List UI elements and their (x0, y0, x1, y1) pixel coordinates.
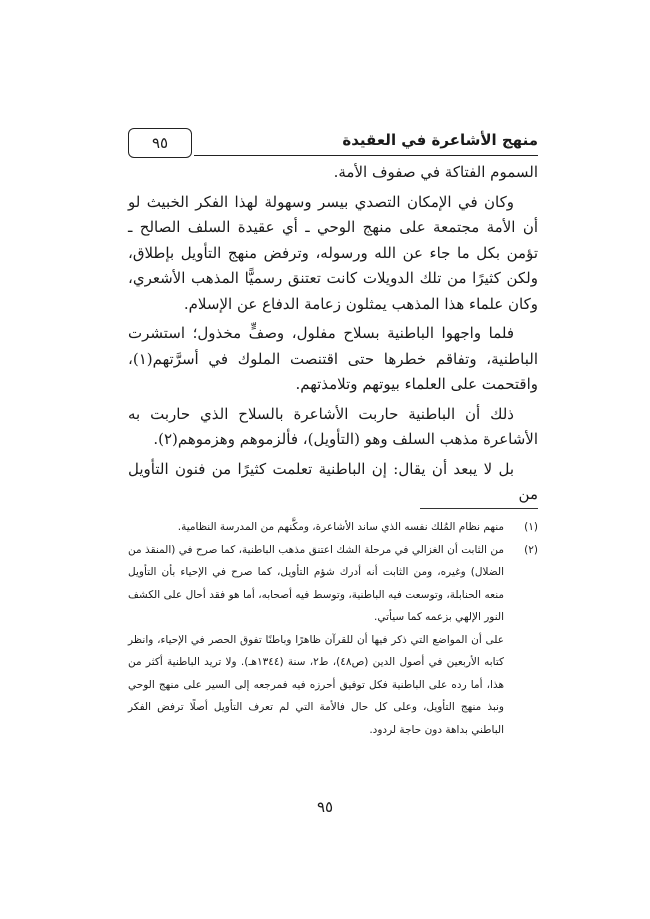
footnote-text: من الثابت أن الغزالي في مرحلة الشك اعتنق مذهب الباطنية، كما صرح في (المنقذ من الضلال) وغيره، ومن الثابت أنه أدرك شؤم التأويل، كما صرح في الإحياء بأن التأويل منعه الحنابلة، وتوسعت فيه الباطنية، وتوسط فيه أصحابه، أما هو فقد أحال على الكشف النور الإلهي بزعمه كما سيأتي. (128, 543, 504, 623)
main-text (128, 160, 538, 512)
paragraph: ذلك أن الباطنية حاربت الأشاعرة بالسلاح الذي حاربت به الأشاعرة مذهب السلف وهو (التأويل)، فألزموهم وهزموهم(٢). (128, 404, 538, 448)
footnote-text: منهم نظام المُلك نفسه الذي ساند الأشاعرة، ومكَّنهم من المدرسة النظامية. (177, 521, 504, 533)
paragraph: وكان في الإمكان التصدي بيسر وسهولة لهذا الفكر الخبيث لو أن الأمة مجتمعة على منهج الوحي ـ أي عقيدة السلف الصالح ـ تؤمن بكل ما جاء عن الله ورسوله، وترفض منهج التأويل بإطلاق، ولكن كثيرًا من تلك الدويلات كانت تعتنق رسميًّا المذهب الأشعري، وكان علماء هذا المذهب يمثلون زعامة الدفاع عن الإسلام. (128, 192, 538, 313)
header-title: منهج الأشاعرة في العقيدة (342, 131, 538, 149)
paragraph: السموم الفتاكة في صفوف الأمة. (333, 163, 538, 181)
footnote-number: (١) (524, 521, 538, 533)
paragraph: فلما واجهوا الباطنية بسلاح مفلول، وصفٍّ مخذول؛ استشرت الباطنية، وتفاقم خطرها حتى اقتنصت الملوك في أسرَّتهم(١)، واقتحمت على العلماء بيوتهم وتلامذتهم. (128, 324, 538, 393)
footnote (128, 516, 538, 539)
running-header (128, 128, 538, 158)
footnote-separator (420, 508, 538, 509)
page-number: ٩٥ (316, 798, 334, 816)
footnotes (128, 516, 538, 741)
footnote-number: (٢) (524, 543, 538, 556)
header-rule (194, 155, 538, 156)
footnote (128, 539, 538, 629)
footnote-continuation: على أن المواضع التي ذكر فيها أن للقرآن ظاهرًا وباطنًا تفوق الحصر في الإحياء، وانظر كتابه الأربعين في أصول الدين (ص٤٨)، ط٢، سنة (١٣٤٤هـ). ولا تريد الباطنية أكثر من هذا، أما رده على الباطنية فكل توفيق أحرزه فيه فمرجعه إلى السير على منهج الوحي ونبذ منهج التأويل، وعلى كل حال فالأمة التي لم تعرف التأويل أصلًا ترفض الفكر الباطني بداهة دون حاجة لردود. (128, 633, 504, 736)
page-number-badge: ٩٥ (128, 128, 192, 158)
paragraph: بل لا يبعد أن يقال: إن الباطنية تعلمت كثيرًا من فنون التأويل من (128, 459, 538, 503)
